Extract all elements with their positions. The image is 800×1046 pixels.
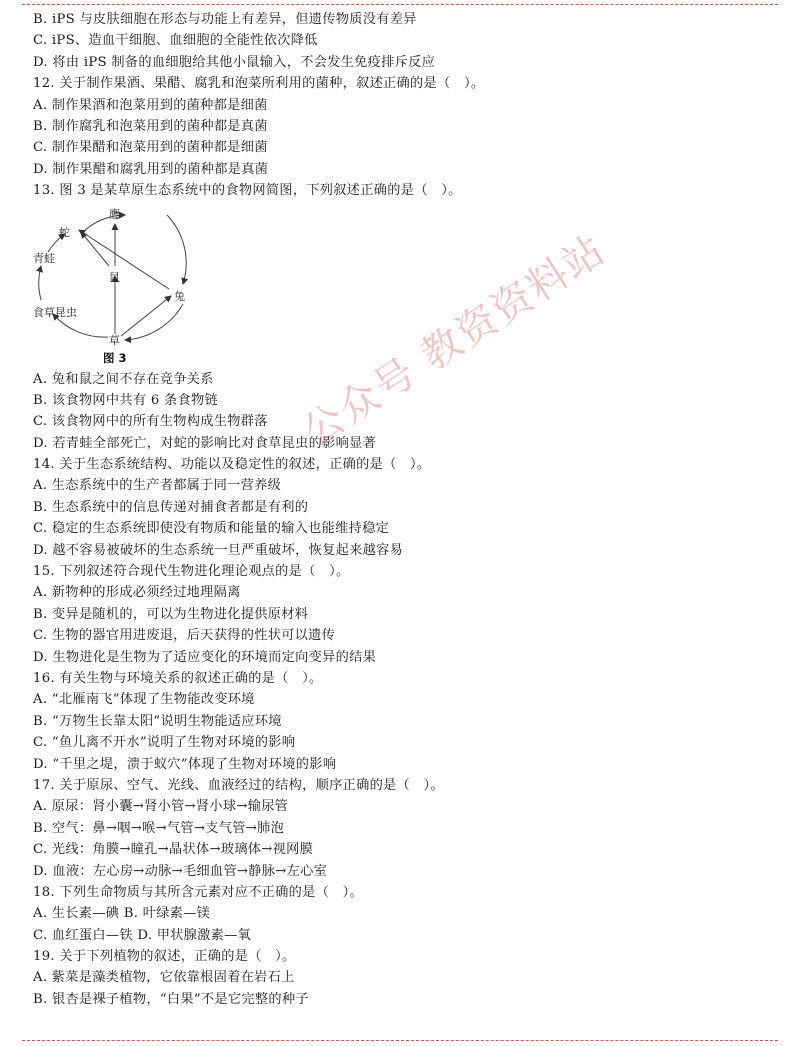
question-14: 14. 关于生态系统结构、功能以及稳定性的叙述，正确的是（ ）。 bbox=[33, 457, 431, 473]
document-body bbox=[33, 9, 773, 1010]
question-12: 12. 关于制作果酒、果醋、腐乳和泡菜所利用的菌种，叙述正确的是（ ）。 bbox=[33, 76, 485, 92]
text-line: C. “鱼儿离不开水”说明了生物对环境的影响 bbox=[33, 735, 296, 751]
text-line: D. 生物进化是生物为了适应变化的环境而定向变异的结果 bbox=[33, 649, 377, 665]
text-line: A. 紫菜是藻类植物，它依靠根固着在岩石上 bbox=[33, 970, 295, 986]
text-line: C. iPS、造血干细胞、血细胞的全能性依次降低 bbox=[33, 33, 318, 49]
top-dashed-rule bbox=[22, 4, 778, 5]
node-insect: 食草昆虫 bbox=[33, 305, 77, 319]
node-frog: 青蛙 bbox=[33, 251, 55, 265]
text-line: A. 生态系统中的生产者都属于同一营养级 bbox=[33, 478, 282, 494]
text-line: B. iPS 与皮肤细胞在形态与功能上有差异，但遗传物质没有差异 bbox=[33, 12, 417, 27]
text-line: A. 制作果酒和泡菜用到的菌种都是细菌 bbox=[33, 97, 268, 113]
question-15: 15. 下列叙述符合现代生物进化理论观点的是（ ）。 bbox=[33, 564, 350, 580]
text-line: D. 制作果醋和腐乳用到的菌种都是真菌 bbox=[33, 161, 269, 177]
text-line: A. “北雁南飞”体现了生物能改变环境 bbox=[33, 692, 255, 708]
node-grass: 草 bbox=[109, 333, 120, 347]
text-line: B. 该食物网中共有 6 条食物链 bbox=[33, 392, 219, 408]
question-block-top bbox=[33, 9, 773, 202]
question-17: 17. 关于原尿、空气、光线、血液经过的结构，顺序正确的是（ ）。 bbox=[33, 777, 444, 793]
text-line: C. 该食物网中的所有生物构成生物群落 bbox=[33, 414, 268, 430]
text-line: A. 新物种的形成必须经过地理隔离 bbox=[33, 585, 241, 601]
text-line: D. 若青蛙全部死亡，对蛇的影响比对食草昆虫的影响显著 bbox=[33, 435, 377, 451]
watermark-text: 公众号 教资资料站 bbox=[294, 226, 615, 457]
node-rabbit: 兔 bbox=[174, 289, 185, 303]
food-web-diagram bbox=[33, 204, 773, 367]
question-19: 19. 关于下列植物的叙述，正确的是（ ）。 bbox=[33, 949, 296, 965]
text-line: A. 生长素—碘 B. 叶绿素—镁 bbox=[33, 906, 211, 922]
text-line: D. 越不容易被破坏的生态系统一旦严重破坏，恢复起来越容易 bbox=[33, 542, 404, 558]
text-line: B. 银杏是裸子植物，“白果”不是它完整的种子 bbox=[33, 991, 309, 1007]
text-line: B. 空气：鼻→咽→喉→气管→支气管→肺泡 bbox=[33, 820, 285, 836]
text-line: C. 光线：角膜→瞳孔→晶状体→玻璃体→视网膜 bbox=[33, 842, 314, 858]
figure-caption: 图 3 bbox=[103, 350, 127, 365]
text-line: D. 将由 iPS 制备的血细胞给其他小鼠输入，不会发生免疫排斥反应 bbox=[33, 54, 436, 70]
node-mouse: 鼠 bbox=[109, 270, 120, 284]
text-line: C. 稳定的生态系统即使没有物质和能量的输入也能维持稳定 bbox=[33, 521, 390, 537]
node-eagle: 鹰 bbox=[109, 207, 120, 221]
text-line: B. 变异是随机的，可以为生物进化提供原材料 bbox=[33, 606, 309, 622]
question-13: 13. 图 3 是某草原生态系统中的食物网简图，下列叙述正确的是（ ）。 bbox=[33, 183, 462, 199]
question-block-bottom bbox=[33, 369, 773, 1011]
text-line: A. 兔和鼠之间不存在竞争关系 bbox=[33, 371, 214, 387]
text-line: C. 生物的器官用进废退，后天获得的性状可以遗传 bbox=[33, 628, 336, 644]
text-line: B. 制作腐乳和泡菜用到的菌种都是真菌 bbox=[33, 118, 268, 134]
question-16: 16. 有关生物与环境关系的叙述正确的是（ ）。 bbox=[33, 670, 323, 686]
text-line: B. “万物生长靠太阳”说明生物能适应环境 bbox=[33, 713, 282, 729]
node-snake: 蛇 bbox=[59, 225, 70, 239]
question-18: 18. 下列生命物质与其所含元素对应不正确的是（ ）。 bbox=[33, 884, 363, 900]
text-line: B. 生态系统中的信息传递对捕食者都是有利的 bbox=[33, 499, 309, 515]
text-line: C. 血红蛋白—铁 D. 甲状腺激素—氧 bbox=[33, 927, 252, 943]
bottom-dashed-rule bbox=[22, 1040, 778, 1041]
text-line: C. 制作果醋和泡菜用到的菌种都是细菌 bbox=[33, 140, 268, 156]
text-line: A. 原尿：肾小囊→肾小管→肾小球→输尿管 bbox=[33, 799, 289, 815]
text-line: D. “千里之堤，溃于蚁穴”体现了生物对环境的影响 bbox=[33, 756, 337, 772]
text-line: D. 血液：左心房→动脉→毛细血管→静脉→左心室 bbox=[33, 863, 328, 879]
